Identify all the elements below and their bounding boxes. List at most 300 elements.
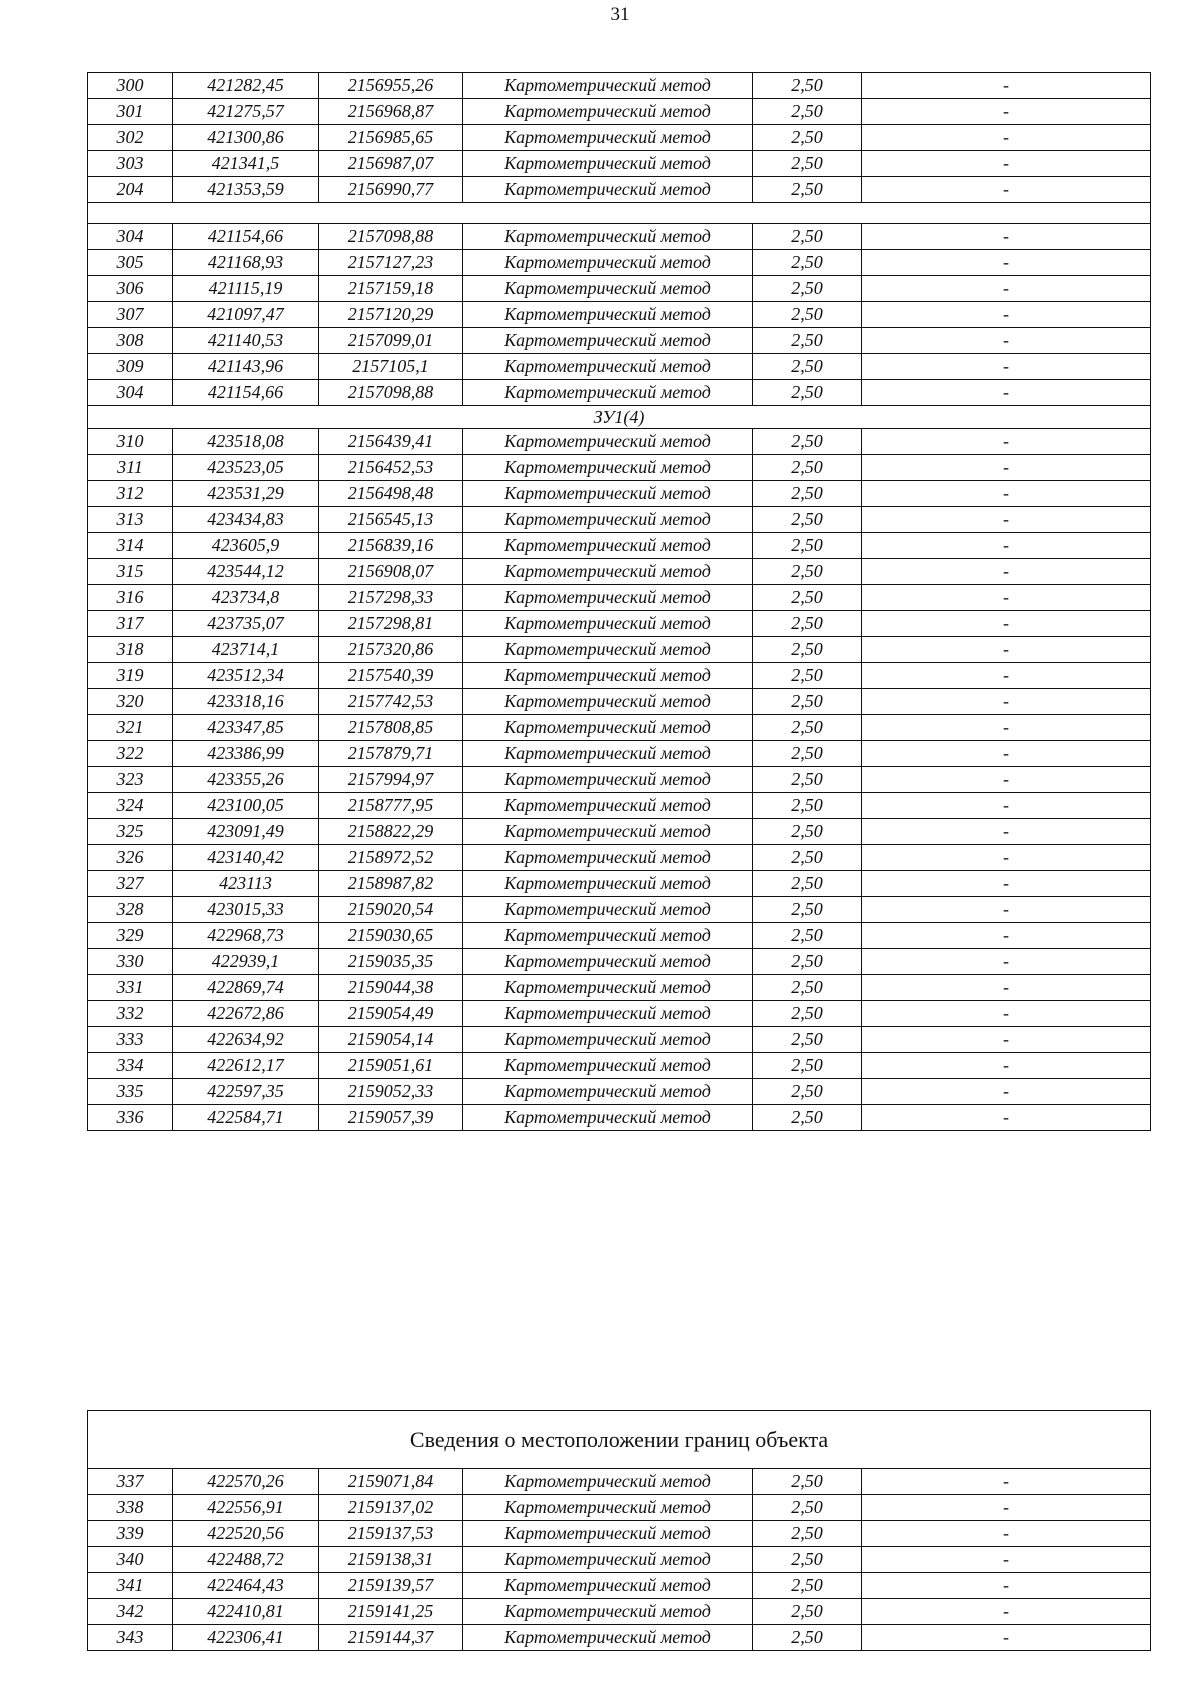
accuracy-cell: 2,50 bbox=[753, 663, 862, 689]
point-number-cell: 308 bbox=[88, 328, 173, 354]
table-row bbox=[88, 923, 1151, 949]
method-cell: Картометрический метод bbox=[463, 715, 753, 741]
accuracy-cell: 2,50 bbox=[753, 177, 862, 203]
x-coordinate-cell: 421140,53 bbox=[173, 328, 319, 354]
point-number-cell: 311 bbox=[88, 455, 173, 481]
y-coordinate-cell: 2157159,18 bbox=[319, 276, 463, 302]
method-cell: Картометрический метод bbox=[463, 689, 753, 715]
method-cell: Картометрический метод bbox=[463, 354, 753, 380]
method-cell: Картометрический метод bbox=[463, 1001, 753, 1027]
note-cell: - bbox=[862, 1469, 1151, 1495]
point-number-cell: 329 bbox=[88, 923, 173, 949]
y-coordinate-cell: 2159071,84 bbox=[319, 1469, 463, 1495]
point-number-cell: 319 bbox=[88, 663, 173, 689]
note-cell: - bbox=[862, 663, 1151, 689]
accuracy-cell: 2,50 bbox=[753, 507, 862, 533]
method-cell: Картометрический метод bbox=[463, 1521, 753, 1547]
x-coordinate-cell: 422464,43 bbox=[173, 1573, 319, 1599]
accuracy-cell: 2,50 bbox=[753, 689, 862, 715]
method-cell: Картометрический метод bbox=[463, 481, 753, 507]
method-cell: Картометрический метод bbox=[463, 380, 753, 406]
table-row bbox=[88, 533, 1151, 559]
point-number-cell: 300 bbox=[88, 73, 173, 99]
note-cell: - bbox=[862, 845, 1151, 871]
accuracy-cell: 2,50 bbox=[753, 73, 862, 99]
x-coordinate-cell: 421275,57 bbox=[173, 99, 319, 125]
x-coordinate-cell: 422488,72 bbox=[173, 1547, 319, 1573]
method-cell: Картометрический метод bbox=[463, 507, 753, 533]
accuracy-cell: 2,50 bbox=[753, 99, 862, 125]
accuracy-cell: 2,50 bbox=[753, 819, 862, 845]
zone-label-row bbox=[88, 406, 1151, 429]
point-number-cell: 304 bbox=[88, 224, 173, 250]
accuracy-cell: 2,50 bbox=[753, 741, 862, 767]
note-cell: - bbox=[862, 793, 1151, 819]
y-coordinate-cell: 2157879,71 bbox=[319, 741, 463, 767]
x-coordinate-cell: 423605,9 bbox=[173, 533, 319, 559]
y-coordinate-cell: 2156452,53 bbox=[319, 455, 463, 481]
note-cell: - bbox=[862, 177, 1151, 203]
y-coordinate-cell: 2159139,57 bbox=[319, 1573, 463, 1599]
table-row bbox=[88, 819, 1151, 845]
table-row bbox=[88, 302, 1151, 328]
zone-label: ЗУ1(4) bbox=[88, 406, 1151, 429]
table-row bbox=[88, 611, 1151, 637]
y-coordinate-cell: 2157105,1 bbox=[319, 354, 463, 380]
table-row bbox=[88, 99, 1151, 125]
accuracy-cell: 2,50 bbox=[753, 276, 862, 302]
note-cell: - bbox=[862, 585, 1151, 611]
table-row bbox=[88, 1001, 1151, 1027]
x-coordinate-cell: 423140,42 bbox=[173, 845, 319, 871]
point-number-cell: 304 bbox=[88, 380, 173, 406]
point-number-cell: 338 bbox=[88, 1495, 173, 1521]
point-number-cell: 332 bbox=[88, 1001, 173, 1027]
y-coordinate-cell: 2159141,25 bbox=[319, 1599, 463, 1625]
note-cell: - bbox=[862, 250, 1151, 276]
note-cell: - bbox=[862, 429, 1151, 455]
method-cell: Картометрический метод bbox=[463, 429, 753, 455]
x-coordinate-cell: 423518,08 bbox=[173, 429, 319, 455]
method-cell: Картометрический метод bbox=[463, 276, 753, 302]
method-cell: Картометрический метод bbox=[463, 663, 753, 689]
point-number-cell: 333 bbox=[88, 1027, 173, 1053]
y-coordinate-cell: 2158972,52 bbox=[319, 845, 463, 871]
accuracy-cell: 2,50 bbox=[753, 871, 862, 897]
accuracy-cell: 2,50 bbox=[753, 611, 862, 637]
table-row bbox=[88, 975, 1151, 1001]
x-coordinate-cell: 423512,34 bbox=[173, 663, 319, 689]
point-number-cell: 313 bbox=[88, 507, 173, 533]
point-number-cell: 204 bbox=[88, 177, 173, 203]
accuracy-cell: 2,50 bbox=[753, 1027, 862, 1053]
method-cell: Картометрический метод bbox=[463, 1495, 753, 1521]
point-number-cell: 328 bbox=[88, 897, 173, 923]
method-cell: Картометрический метод bbox=[463, 559, 753, 585]
accuracy-cell: 2,50 bbox=[753, 1521, 862, 1547]
x-coordinate-cell: 423434,83 bbox=[173, 507, 319, 533]
accuracy-cell: 2,50 bbox=[753, 975, 862, 1001]
note-cell: - bbox=[862, 125, 1151, 151]
x-coordinate-cell: 423735,07 bbox=[173, 611, 319, 637]
table-row bbox=[88, 793, 1151, 819]
point-number-cell: 330 bbox=[88, 949, 173, 975]
note-cell: - bbox=[862, 1521, 1151, 1547]
y-coordinate-cell: 2156987,07 bbox=[319, 151, 463, 177]
note-cell: - bbox=[862, 1079, 1151, 1105]
note-cell: - bbox=[862, 73, 1151, 99]
y-coordinate-cell: 2157098,88 bbox=[319, 380, 463, 406]
note-cell: - bbox=[862, 741, 1151, 767]
point-number-cell: 331 bbox=[88, 975, 173, 1001]
accuracy-cell: 2,50 bbox=[753, 949, 862, 975]
table-row bbox=[88, 1495, 1151, 1521]
x-coordinate-cell: 421353,59 bbox=[173, 177, 319, 203]
method-cell: Картометрический метод bbox=[463, 819, 753, 845]
y-coordinate-cell: 2158777,95 bbox=[319, 793, 463, 819]
accuracy-cell: 2,50 bbox=[753, 1053, 862, 1079]
x-coordinate-cell: 421154,66 bbox=[173, 380, 319, 406]
point-number-cell: 324 bbox=[88, 793, 173, 819]
point-number-cell: 323 bbox=[88, 767, 173, 793]
method-cell: Картометрический метод bbox=[463, 949, 753, 975]
point-number-cell: 334 bbox=[88, 1053, 173, 1079]
y-coordinate-cell: 2159137,02 bbox=[319, 1495, 463, 1521]
method-cell: Картометрический метод bbox=[463, 871, 753, 897]
table-row bbox=[88, 354, 1151, 380]
method-cell: Картометрический метод bbox=[463, 177, 753, 203]
y-coordinate-cell: 2156545,13 bbox=[319, 507, 463, 533]
method-cell: Картометрический метод bbox=[463, 250, 753, 276]
table-row bbox=[88, 559, 1151, 585]
point-number-cell: 307 bbox=[88, 302, 173, 328]
point-number-cell: 306 bbox=[88, 276, 173, 302]
coordinates-table-body bbox=[88, 73, 1151, 1131]
note-cell: - bbox=[862, 1547, 1151, 1573]
note-cell: - bbox=[862, 328, 1151, 354]
note-cell: - bbox=[862, 380, 1151, 406]
point-number-cell: 339 bbox=[88, 1521, 173, 1547]
point-number-cell: 340 bbox=[88, 1547, 173, 1573]
accuracy-cell: 2,50 bbox=[753, 845, 862, 871]
accuracy-cell: 2,50 bbox=[753, 923, 862, 949]
table-row bbox=[88, 741, 1151, 767]
method-cell: Картометрический метод bbox=[463, 455, 753, 481]
method-cell: Картометрический метод bbox=[463, 1469, 753, 1495]
y-coordinate-cell: 2157099,01 bbox=[319, 328, 463, 354]
table-row bbox=[88, 507, 1151, 533]
y-coordinate-cell: 2158822,29 bbox=[319, 819, 463, 845]
y-coordinate-cell: 2159137,53 bbox=[319, 1521, 463, 1547]
table-row bbox=[88, 1599, 1151, 1625]
x-coordinate-cell: 423015,33 bbox=[173, 897, 319, 923]
x-coordinate-cell: 423386,99 bbox=[173, 741, 319, 767]
method-cell: Картометрический метод bbox=[463, 585, 753, 611]
point-number-cell: 314 bbox=[88, 533, 173, 559]
accuracy-cell: 2,50 bbox=[753, 328, 862, 354]
point-number-cell: 309 bbox=[88, 354, 173, 380]
note-cell: - bbox=[862, 354, 1151, 380]
note-cell: - bbox=[862, 302, 1151, 328]
y-coordinate-cell: 2158987,82 bbox=[319, 871, 463, 897]
y-coordinate-cell: 2156955,26 bbox=[319, 73, 463, 99]
note-cell: - bbox=[862, 1053, 1151, 1079]
note-cell: - bbox=[862, 99, 1151, 125]
table-row bbox=[88, 767, 1151, 793]
accuracy-cell: 2,50 bbox=[753, 1599, 862, 1625]
x-coordinate-cell: 423523,05 bbox=[173, 455, 319, 481]
point-number-cell: 322 bbox=[88, 741, 173, 767]
point-number-cell: 325 bbox=[88, 819, 173, 845]
note-cell: - bbox=[862, 637, 1151, 663]
point-number-cell: 327 bbox=[88, 871, 173, 897]
point-number-cell: 336 bbox=[88, 1105, 173, 1131]
note-cell: - bbox=[862, 975, 1151, 1001]
method-cell: Картометрический метод bbox=[463, 302, 753, 328]
point-number-cell: 316 bbox=[88, 585, 173, 611]
note-cell: - bbox=[862, 276, 1151, 302]
note-cell: - bbox=[862, 224, 1151, 250]
accuracy-cell: 2,50 bbox=[753, 559, 862, 585]
x-coordinate-cell: 422597,35 bbox=[173, 1079, 319, 1105]
x-coordinate-cell: 423544,12 bbox=[173, 559, 319, 585]
method-cell: Картометрический метод bbox=[463, 1105, 753, 1131]
note-cell: - bbox=[862, 455, 1151, 481]
y-coordinate-cell: 2157298,81 bbox=[319, 611, 463, 637]
point-number-cell: 318 bbox=[88, 637, 173, 663]
note-cell: - bbox=[862, 1625, 1151, 1651]
y-coordinate-cell: 2159052,33 bbox=[319, 1079, 463, 1105]
y-coordinate-cell: 2159044,38 bbox=[319, 975, 463, 1001]
note-cell: - bbox=[862, 689, 1151, 715]
blank-separator-cell bbox=[88, 203, 1151, 224]
table-row bbox=[88, 715, 1151, 741]
table-row bbox=[88, 871, 1151, 897]
point-number-cell: 315 bbox=[88, 559, 173, 585]
x-coordinate-cell: 423714,1 bbox=[173, 637, 319, 663]
y-coordinate-cell: 2159138,31 bbox=[319, 1547, 463, 1573]
table-row bbox=[88, 845, 1151, 871]
x-coordinate-cell: 422634,92 bbox=[173, 1027, 319, 1053]
note-cell: - bbox=[862, 819, 1151, 845]
y-coordinate-cell: 2157127,23 bbox=[319, 250, 463, 276]
x-coordinate-cell: 421154,66 bbox=[173, 224, 319, 250]
x-coordinate-cell: 421300,86 bbox=[173, 125, 319, 151]
table-row bbox=[88, 481, 1151, 507]
method-cell: Картометрический метод bbox=[463, 99, 753, 125]
table-row bbox=[88, 380, 1151, 406]
accuracy-cell: 2,50 bbox=[753, 793, 862, 819]
table-row bbox=[88, 125, 1151, 151]
table-row bbox=[88, 1079, 1151, 1105]
table-row bbox=[88, 455, 1151, 481]
note-cell: - bbox=[862, 151, 1151, 177]
x-coordinate-cell: 423531,29 bbox=[173, 481, 319, 507]
table-row bbox=[88, 429, 1151, 455]
table-row bbox=[88, 689, 1151, 715]
accuracy-cell: 2,50 bbox=[753, 585, 862, 611]
accuracy-cell: 2,50 bbox=[753, 380, 862, 406]
method-cell: Картометрический метод bbox=[463, 975, 753, 1001]
table-row bbox=[88, 328, 1151, 354]
note-cell: - bbox=[862, 1027, 1151, 1053]
point-number-cell: 341 bbox=[88, 1573, 173, 1599]
method-cell: Картометрический метод bbox=[463, 845, 753, 871]
table-row bbox=[88, 1469, 1151, 1495]
method-cell: Картометрический метод bbox=[463, 793, 753, 819]
table-caption: Сведения о местоположении границ объекта bbox=[88, 1411, 1151, 1469]
y-coordinate-cell: 2159035,35 bbox=[319, 949, 463, 975]
x-coordinate-cell: 423347,85 bbox=[173, 715, 319, 741]
method-cell: Картометрический метод bbox=[463, 151, 753, 177]
accuracy-cell: 2,50 bbox=[753, 429, 862, 455]
accuracy-cell: 2,50 bbox=[753, 1495, 862, 1521]
table-row bbox=[88, 1547, 1151, 1573]
point-number-cell: 342 bbox=[88, 1599, 173, 1625]
note-cell: - bbox=[862, 897, 1151, 923]
table-row bbox=[88, 276, 1151, 302]
x-coordinate-cell: 422869,74 bbox=[173, 975, 319, 1001]
accuracy-cell: 2,50 bbox=[753, 481, 862, 507]
note-cell: - bbox=[862, 715, 1151, 741]
point-number-cell: 303 bbox=[88, 151, 173, 177]
table-row bbox=[88, 1027, 1151, 1053]
method-cell: Картометрический метод bbox=[463, 923, 753, 949]
method-cell: Картометрический метод bbox=[463, 1547, 753, 1573]
y-coordinate-cell: 2156990,77 bbox=[319, 177, 463, 203]
point-number-cell: 335 bbox=[88, 1079, 173, 1105]
point-number-cell: 312 bbox=[88, 481, 173, 507]
method-cell: Картометрический метод bbox=[463, 1053, 753, 1079]
y-coordinate-cell: 2159144,37 bbox=[319, 1625, 463, 1651]
accuracy-cell: 2,50 bbox=[753, 767, 862, 793]
x-coordinate-cell: 421168,93 bbox=[173, 250, 319, 276]
x-coordinate-cell: 422968,73 bbox=[173, 923, 319, 949]
table-row bbox=[88, 1521, 1151, 1547]
x-coordinate-cell: 423355,26 bbox=[173, 767, 319, 793]
table-row bbox=[88, 1053, 1151, 1079]
table-row bbox=[88, 1105, 1151, 1131]
y-coordinate-cell: 2157540,39 bbox=[319, 663, 463, 689]
method-cell: Картометрический метод bbox=[463, 637, 753, 663]
x-coordinate-cell: 422520,56 bbox=[173, 1521, 319, 1547]
page-number: 31 bbox=[610, 4, 630, 25]
table-row bbox=[88, 177, 1151, 203]
accuracy-cell: 2,50 bbox=[753, 1573, 862, 1599]
y-coordinate-cell: 2157320,86 bbox=[319, 637, 463, 663]
y-coordinate-cell: 2159030,65 bbox=[319, 923, 463, 949]
x-coordinate-cell: 421115,19 bbox=[173, 276, 319, 302]
table-row bbox=[88, 663, 1151, 689]
point-number-cell: 317 bbox=[88, 611, 173, 637]
table-row bbox=[88, 1625, 1151, 1651]
x-coordinate-cell: 421341,5 bbox=[173, 151, 319, 177]
x-coordinate-cell: 422939,1 bbox=[173, 949, 319, 975]
y-coordinate-cell: 2156839,16 bbox=[319, 533, 463, 559]
method-cell: Картометрический метод bbox=[463, 1599, 753, 1625]
y-coordinate-cell: 2157808,85 bbox=[319, 715, 463, 741]
point-number-cell: 305 bbox=[88, 250, 173, 276]
point-number-cell: 310 bbox=[88, 429, 173, 455]
x-coordinate-cell: 422584,71 bbox=[173, 1105, 319, 1131]
y-coordinate-cell: 2157298,33 bbox=[319, 585, 463, 611]
x-coordinate-cell: 422672,86 bbox=[173, 1001, 319, 1027]
note-cell: - bbox=[862, 533, 1151, 559]
method-cell: Картометрический метод bbox=[463, 328, 753, 354]
table-caption-row bbox=[88, 1411, 1151, 1469]
y-coordinate-cell: 2159057,39 bbox=[319, 1105, 463, 1131]
method-cell: Картометрический метод bbox=[463, 1027, 753, 1053]
x-coordinate-cell: 421282,45 bbox=[173, 73, 319, 99]
table-row bbox=[88, 949, 1151, 975]
note-cell: - bbox=[862, 481, 1151, 507]
table-row bbox=[88, 250, 1151, 276]
point-number-cell: 302 bbox=[88, 125, 173, 151]
coordinates-table-main bbox=[87, 72, 1151, 1131]
accuracy-cell: 2,50 bbox=[753, 1105, 862, 1131]
method-cell: Картометрический метод bbox=[463, 1079, 753, 1105]
y-coordinate-cell: 2156498,48 bbox=[319, 481, 463, 507]
accuracy-cell: 2,50 bbox=[753, 250, 862, 276]
accuracy-cell: 2,50 bbox=[753, 1001, 862, 1027]
table-row bbox=[88, 73, 1151, 99]
table-row bbox=[88, 224, 1151, 250]
accuracy-cell: 2,50 bbox=[753, 1469, 862, 1495]
accuracy-cell: 2,50 bbox=[753, 533, 862, 559]
x-coordinate-cell: 422306,41 bbox=[173, 1625, 319, 1651]
y-coordinate-cell: 2159020,54 bbox=[319, 897, 463, 923]
accuracy-cell: 2,50 bbox=[753, 897, 862, 923]
x-coordinate-cell: 421143,96 bbox=[173, 354, 319, 380]
x-coordinate-cell: 423113 bbox=[173, 871, 319, 897]
x-coordinate-cell: 423734,8 bbox=[173, 585, 319, 611]
y-coordinate-cell: 2157120,29 bbox=[319, 302, 463, 328]
table-row bbox=[88, 151, 1151, 177]
y-coordinate-cell: 2156439,41 bbox=[319, 429, 463, 455]
note-cell: - bbox=[862, 871, 1151, 897]
coordinates-table-continued-body bbox=[88, 1411, 1151, 1651]
method-cell: Картометрический метод bbox=[463, 1625, 753, 1651]
table-row bbox=[88, 897, 1151, 923]
note-cell: - bbox=[862, 507, 1151, 533]
point-number-cell: 326 bbox=[88, 845, 173, 871]
y-coordinate-cell: 2156908,07 bbox=[319, 559, 463, 585]
method-cell: Картометрический метод bbox=[463, 897, 753, 923]
accuracy-cell: 2,50 bbox=[753, 637, 862, 663]
method-cell: Картометрический метод bbox=[463, 533, 753, 559]
accuracy-cell: 2,50 bbox=[753, 151, 862, 177]
y-coordinate-cell: 2156968,87 bbox=[319, 99, 463, 125]
accuracy-cell: 2,50 bbox=[753, 125, 862, 151]
method-cell: Картометрический метод bbox=[463, 767, 753, 793]
accuracy-cell: 2,50 bbox=[753, 1079, 862, 1105]
note-cell: - bbox=[862, 1105, 1151, 1131]
y-coordinate-cell: 2157742,53 bbox=[319, 689, 463, 715]
blank-separator-row bbox=[88, 203, 1151, 224]
method-cell: Картометрический метод bbox=[463, 741, 753, 767]
coordinates-table-continued bbox=[87, 1410, 1151, 1651]
x-coordinate-cell: 423100,05 bbox=[173, 793, 319, 819]
note-cell: - bbox=[862, 923, 1151, 949]
y-coordinate-cell: 2159054,49 bbox=[319, 1001, 463, 1027]
point-number-cell: 321 bbox=[88, 715, 173, 741]
point-number-cell: 337 bbox=[88, 1469, 173, 1495]
x-coordinate-cell: 422570,26 bbox=[173, 1469, 319, 1495]
x-coordinate-cell: 423091,49 bbox=[173, 819, 319, 845]
note-cell: - bbox=[862, 559, 1151, 585]
note-cell: - bbox=[862, 1495, 1151, 1521]
x-coordinate-cell: 422410,81 bbox=[173, 1599, 319, 1625]
